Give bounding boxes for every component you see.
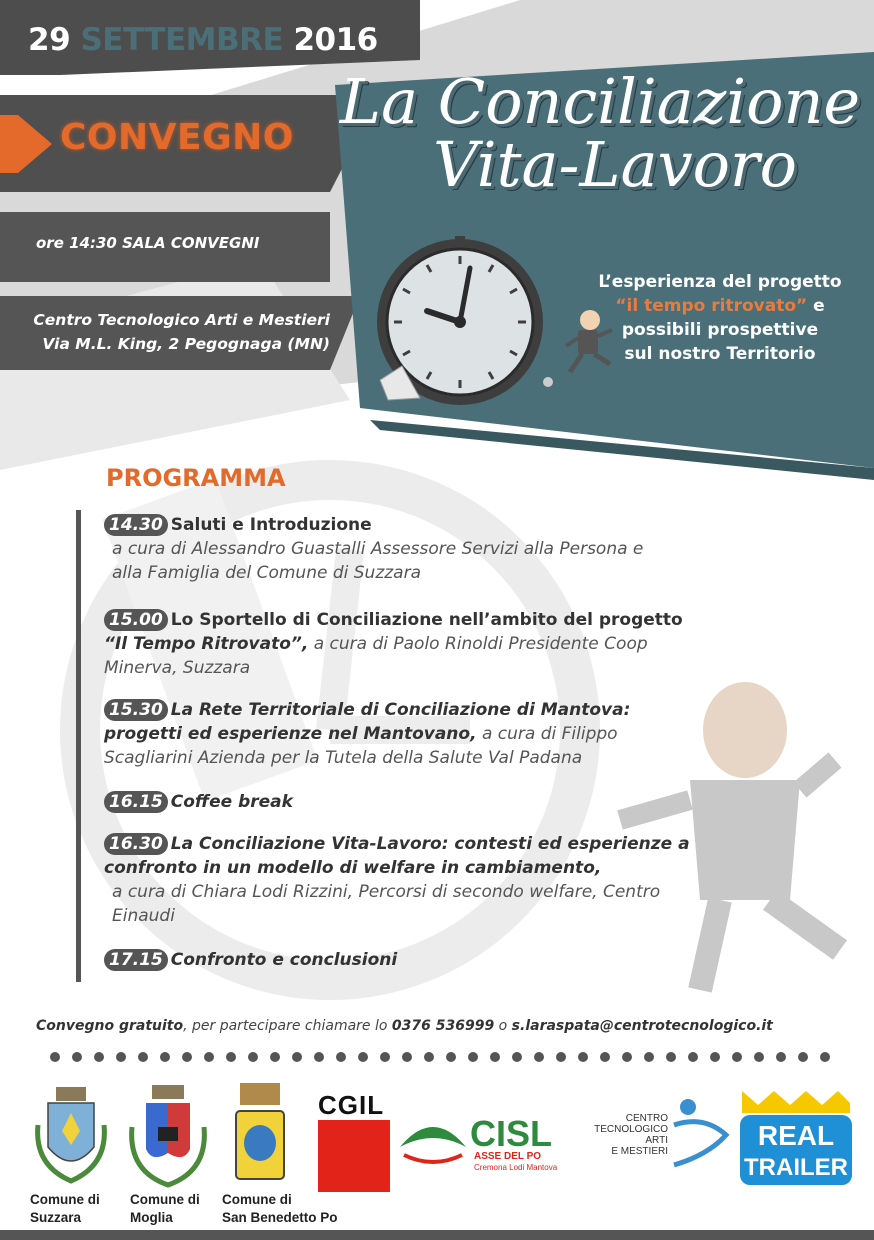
time-and-room: ore 14:30 SALA CONVEGNI	[36, 234, 260, 252]
item-desc-2: Minerva, Suzzara	[104, 658, 251, 678]
subtitle-highlight: “il tempo ritrovato”	[615, 296, 808, 316]
or-text: o	[494, 1018, 512, 1034]
item-title: Coffee break	[170, 792, 293, 812]
item-desc-1: a cura di Chiara Lodi Rizzini, Percorsi di secondo welfare, Centro	[112, 882, 661, 902]
suzzara-coat-of-arms-icon	[30, 1085, 112, 1189]
program-item	[104, 790, 744, 814]
program-timeline-bar	[76, 510, 81, 982]
event-type: CONVEGNO	[60, 117, 294, 158]
cisl-logo-text: CISL	[470, 1113, 553, 1154]
item-desc-2: Einaudi	[112, 906, 175, 926]
time-badge: 14.30	[104, 514, 168, 536]
caption-suzzara: Comune di Suzzara	[30, 1192, 100, 1225]
caption-moglia: Comune di Moglia	[130, 1192, 200, 1225]
subtitle-line-3: possibili prospettive	[621, 320, 819, 340]
date-day: 29	[28, 22, 71, 58]
date-year: 2016	[293, 22, 378, 58]
item-title: Confronto e conclusioni	[170, 950, 398, 970]
ctam-logo-figure-icon	[664, 1095, 736, 1175]
item-title-2: “Il Tempo Ritrovato”,	[104, 634, 309, 654]
call-text: , per partecipare chiamare lo	[183, 1018, 392, 1034]
bottom-bar	[0, 1230, 874, 1240]
program-item	[104, 832, 744, 928]
program-heading: PROGRAMMA	[106, 464, 286, 492]
time-badge: 16.30	[104, 833, 168, 855]
item-title-2: confronto in un modello di welfare in cambiamento,	[104, 858, 602, 878]
moglia-coat-of-arms-icon	[122, 1083, 214, 1191]
cisl-subtitle-1: ASSE DEL PO	[474, 1151, 542, 1162]
cgil-logo-text: CGIL	[318, 1090, 385, 1120]
event-subtitle	[590, 270, 850, 366]
item-desc-2: alla Famiglia del Comune di Suzzara	[112, 563, 421, 583]
time-badge: 15.30	[104, 699, 168, 721]
item-desc-2: Scagliarini Azienda per la Tutela della Salute Val Padana	[104, 748, 583, 768]
event-date	[28, 22, 378, 58]
venue-address	[18, 308, 330, 356]
item-title: La Rete Territoriale di Conciliazione di Mantova:	[170, 700, 631, 720]
dotted-divider	[50, 1052, 830, 1062]
date-month: SETTEMBRE	[80, 22, 284, 58]
time-badge: 15.00	[104, 609, 168, 631]
subtitle-and: e	[807, 296, 825, 316]
time-badge: 16.15	[104, 791, 168, 813]
item-title: Lo Sportello di Conciliazione nell’ambito del progetto	[170, 610, 683, 630]
item-title: Saluti e Introduzione	[170, 515, 372, 535]
san-benedetto-po-coat-of-arms-icon	[230, 1081, 290, 1181]
email-address[interactable]: s.laraspata@centrotecnologico.it	[511, 1018, 773, 1034]
title-line-2: Vita-Lavoro	[433, 128, 797, 202]
program-item	[104, 948, 744, 972]
program-item	[104, 698, 744, 770]
program-item	[104, 513, 744, 585]
real-trailer-line-2: TRAILER	[744, 1154, 848, 1181]
item-desc-1: a cura di Paolo Rinoldi Presidente Coop	[308, 634, 648, 654]
cgil-logo-square	[318, 1120, 390, 1192]
sponsor-logos	[0, 1075, 874, 1235]
item-title-2: progetti ed esperienze nel Mantovano,	[104, 724, 477, 744]
venue-name: Centro Tecnologico Arti e Mestieri	[33, 311, 330, 329]
time-badge: 17.15	[104, 949, 168, 971]
item-desc-1: a cura di Filippo	[476, 724, 618, 744]
venue-street: Via M.L. King, 2 Pegognaga (MN)	[42, 335, 330, 353]
subtitle-line-4: sul nostro Territorio	[624, 344, 816, 364]
item-desc-1: a cura di Alessandro Guastalli Assessore Servizi alla Persona e	[112, 539, 644, 559]
registration-info	[36, 1018, 856, 1034]
phone-number[interactable]: 0376 536999	[391, 1018, 495, 1034]
free-label: Convegno gratuito	[36, 1018, 184, 1034]
real-trailer-line-1: REAL	[757, 1120, 835, 1151]
subtitle-line-1: L’esperienza del progetto	[598, 272, 842, 292]
cisl-subtitle-2: Cremona Lodi Mantova	[474, 1163, 558, 1172]
title-line-1: La Conciliazione	[339, 65, 861, 138]
real-trailer-logo	[736, 1087, 856, 1191]
cisl-logo-icon	[398, 1117, 468, 1165]
caption-san-benedetto-po: Comune di San Benedetto Po	[222, 1192, 338, 1225]
event-title	[330, 65, 870, 202]
program-item	[104, 608, 744, 680]
ctam-logo-text: CENTRO TECNOLOGICO ARTI E MESTIERI	[594, 1113, 668, 1157]
item-title: La Conciliazione Vita-Lavoro: contesti ed esperienze a	[170, 834, 690, 854]
